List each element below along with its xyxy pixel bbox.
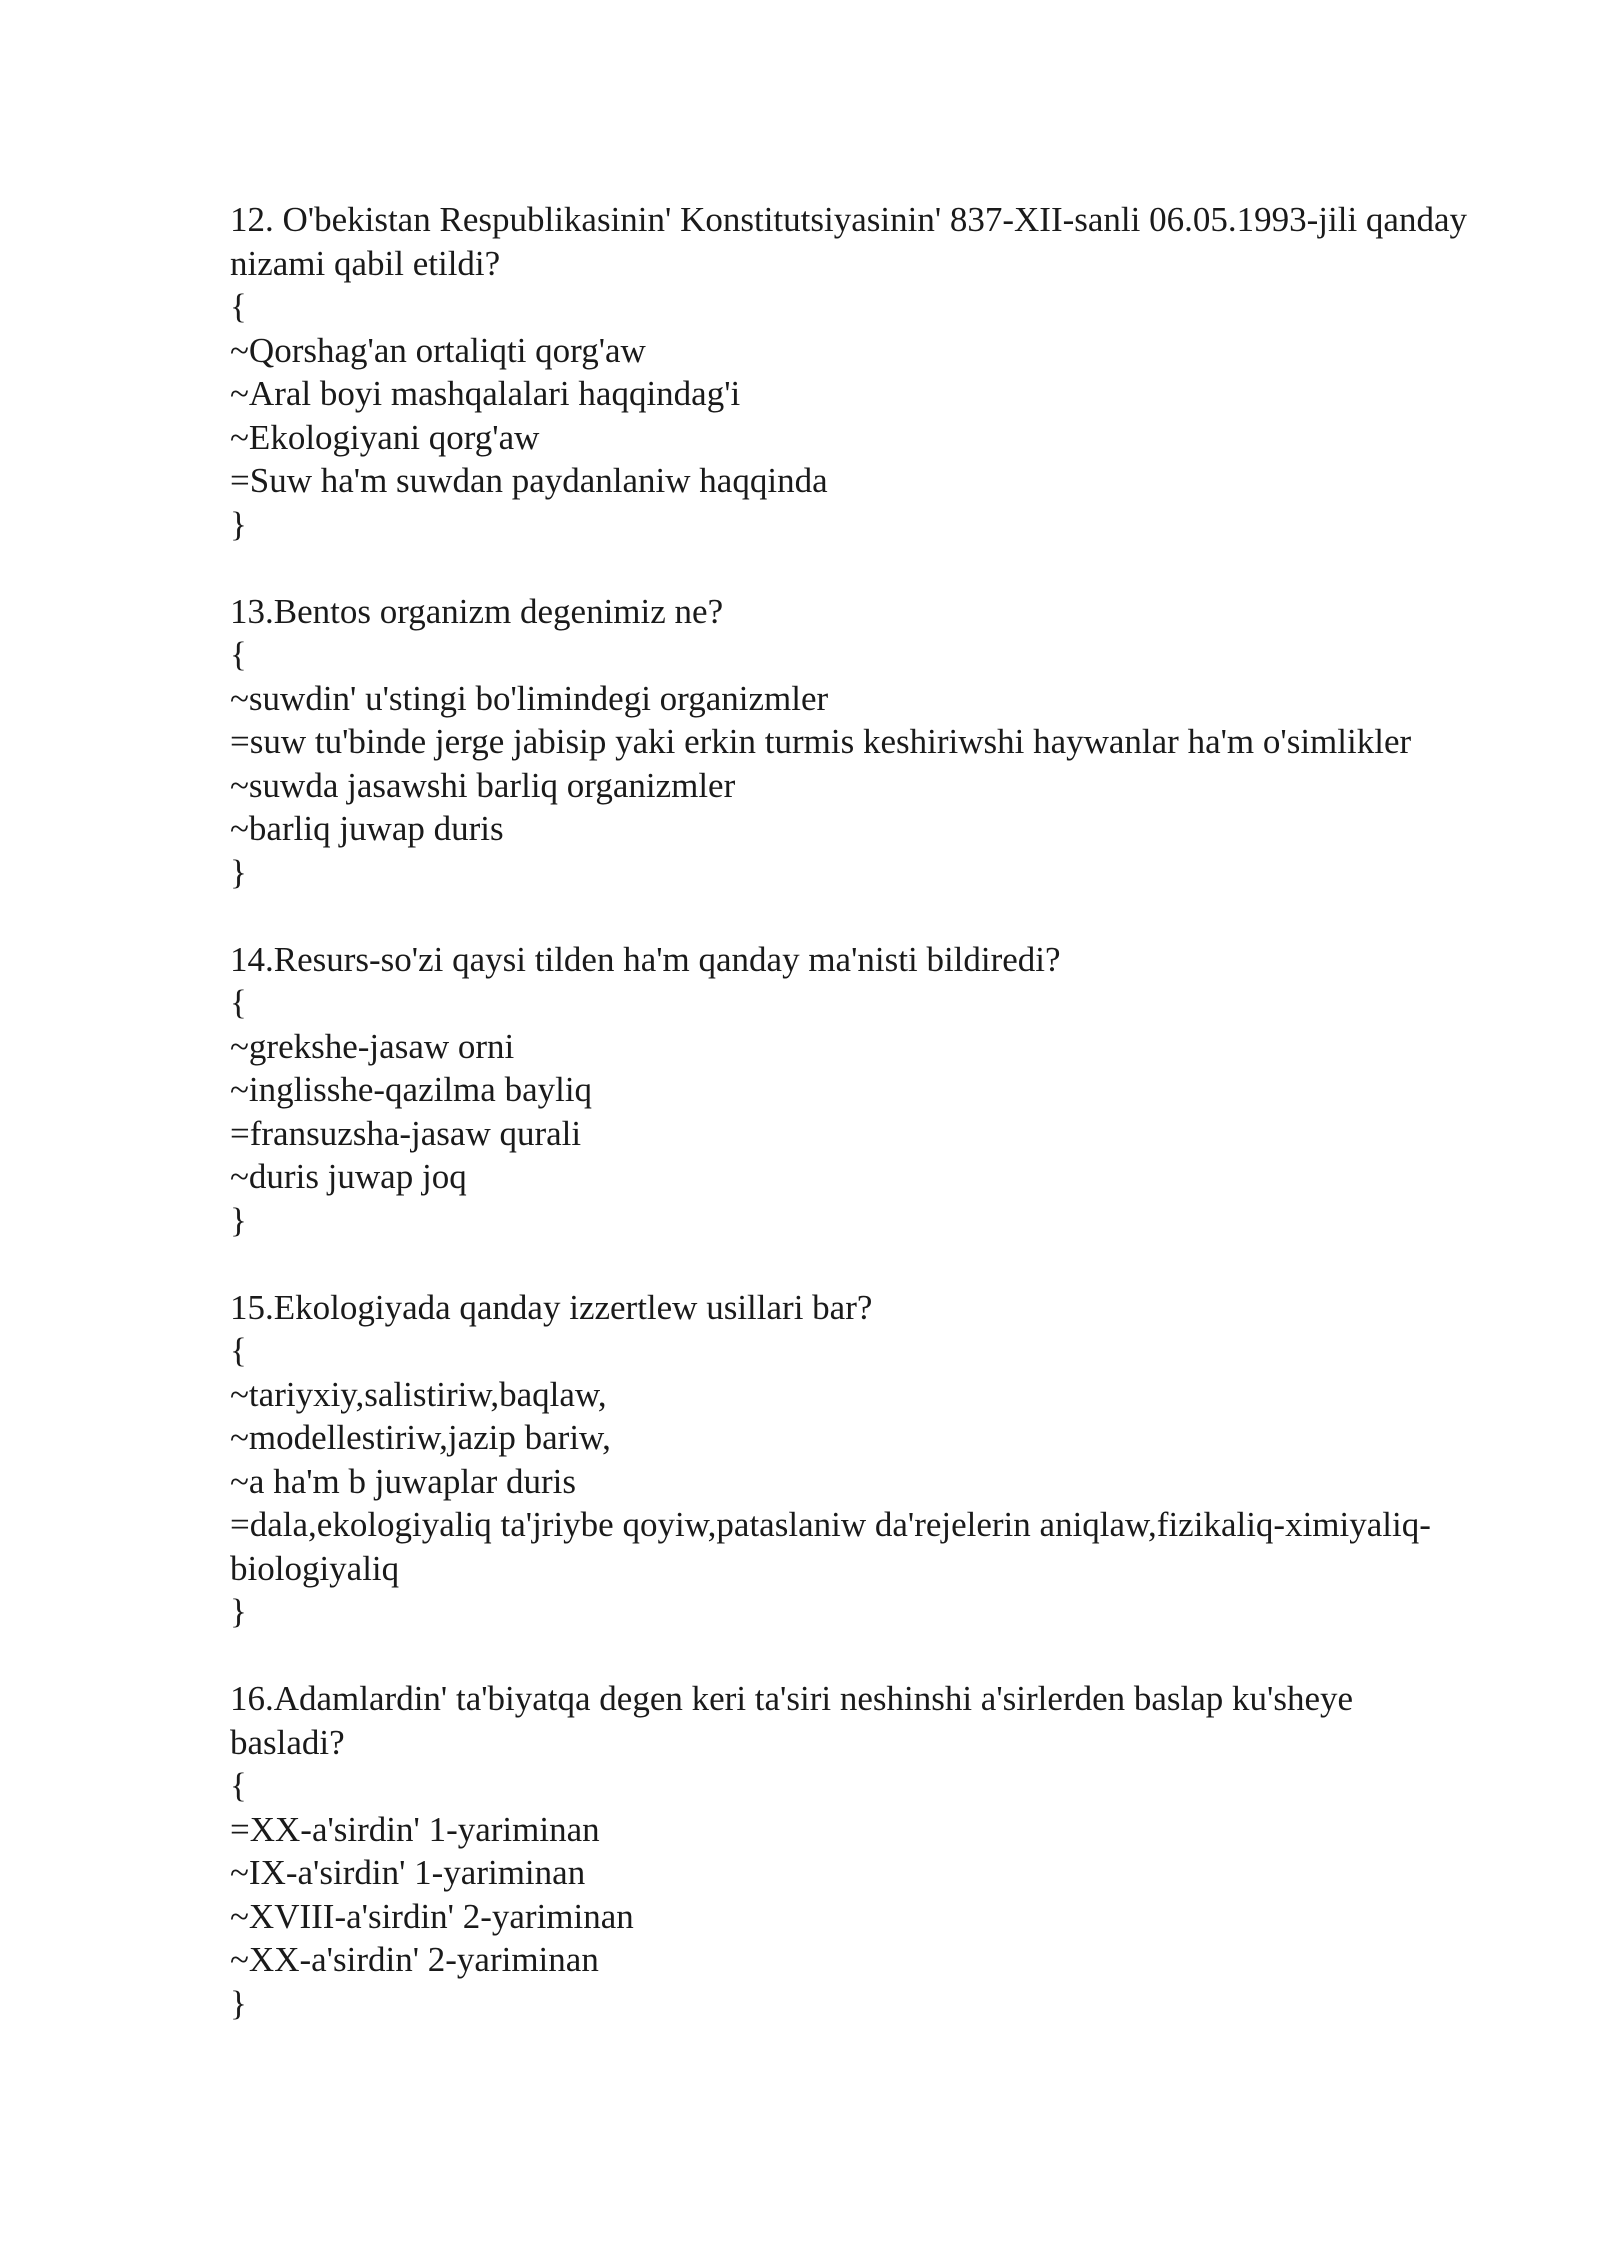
open-brace: { [230,1766,247,1805]
answer-option-correct: =dala,ekologiyaliq ta'jriybe qoyiw,pataslaniw da'rejelerin aniqlaw,fizikaliq-ximiyaliq-biologiyaliq [230,1505,1431,1588]
open-brace: { [230,983,247,1022]
question-stem: 16.Adamlardin' ta'biyatqa degen keri ta'siri neshinshi a'sirlerden baslap ku'sheye basladi? [230,1679,1362,1762]
question-15 [230,1286,1470,1634]
answer-option: ~IX-a'sirdin' 1-yariminan [230,1853,586,1892]
open-brace: { [230,1331,247,1370]
close-brace: } [230,1983,247,2023]
answer-option-correct: =fransuzsha-jasaw qurali [230,1113,582,1153]
question-13 [230,590,1470,895]
answer-option: ~XX-a'sirdin' 2-yariminan [230,1940,599,1979]
question-14 [230,938,1470,1243]
answer-option: ~a ha'm b juwaplar duris [230,1461,576,1501]
answer-option: ~suwda jasawshi barliq organizmler [230,765,736,805]
answer-option: ~suwdin' u'stingi bo'limindegi organizmler [230,678,829,718]
close-brace: } [230,1200,247,1240]
question-stem: 13.Bentos organizm degenimiz ne? [230,591,724,631]
answer-option: ~Aral boyi mashqalalari haqqindag'i [230,374,741,413]
answer-option: ~Ekologiyani qorg'aw [230,417,540,457]
answer-option: ~XVIII-a'sirdin' 2-yariminan [230,1896,634,1936]
answer-option: ~barliq juwap duris [230,809,504,848]
close-brace: } [230,852,247,892]
question-stem: 15.Ekologiyada qanday izzertlew usillari bar? [230,1287,873,1327]
open-brace: { [230,287,247,326]
question-stem: 12. O'bekistan Respublikasinin' Konstitutsiyasinin' 837-XII-sanli 06.05.1993-jili qanday nizami qabil etildi? [230,200,1476,283]
answer-option-correct: =Suw ha'm suwdan paydanlaniw haqqinda [230,461,828,500]
answer-option: ~duris juwap joq [230,1157,467,1196]
answer-option: ~inglisshe-qazilma bayliq [230,1070,593,1109]
document-page [230,198,1476,2069]
close-brace: } [230,1592,247,1631]
close-brace: } [230,504,247,544]
answer-option-correct: =suw tu'binde jerge jabisip yaki erkin turmis keshiriwshi haywanlar ha'm o'simlikler [230,722,1412,761]
open-brace: { [230,635,247,674]
question-12 [230,198,1476,546]
question-stem: 14.Resurs-so'zi qaysi tilden ha'm qanday ma'nisti bildiredi? [230,939,1061,979]
answer-option: ~grekshe-jasaw orni [230,1026,515,1066]
answer-option: ~modellestiriw,jazip bariw, [230,1418,611,1457]
answer-option: ~tariyxiy,salistiriw,baqlaw, [230,1374,607,1414]
question-16 [230,1677,1470,2025]
answer-option: ~Qorshag'an ortaliqti qorg'aw [230,330,646,370]
answer-option-correct: =XX-a'sirdin' 1-yariminan [230,1809,600,1849]
